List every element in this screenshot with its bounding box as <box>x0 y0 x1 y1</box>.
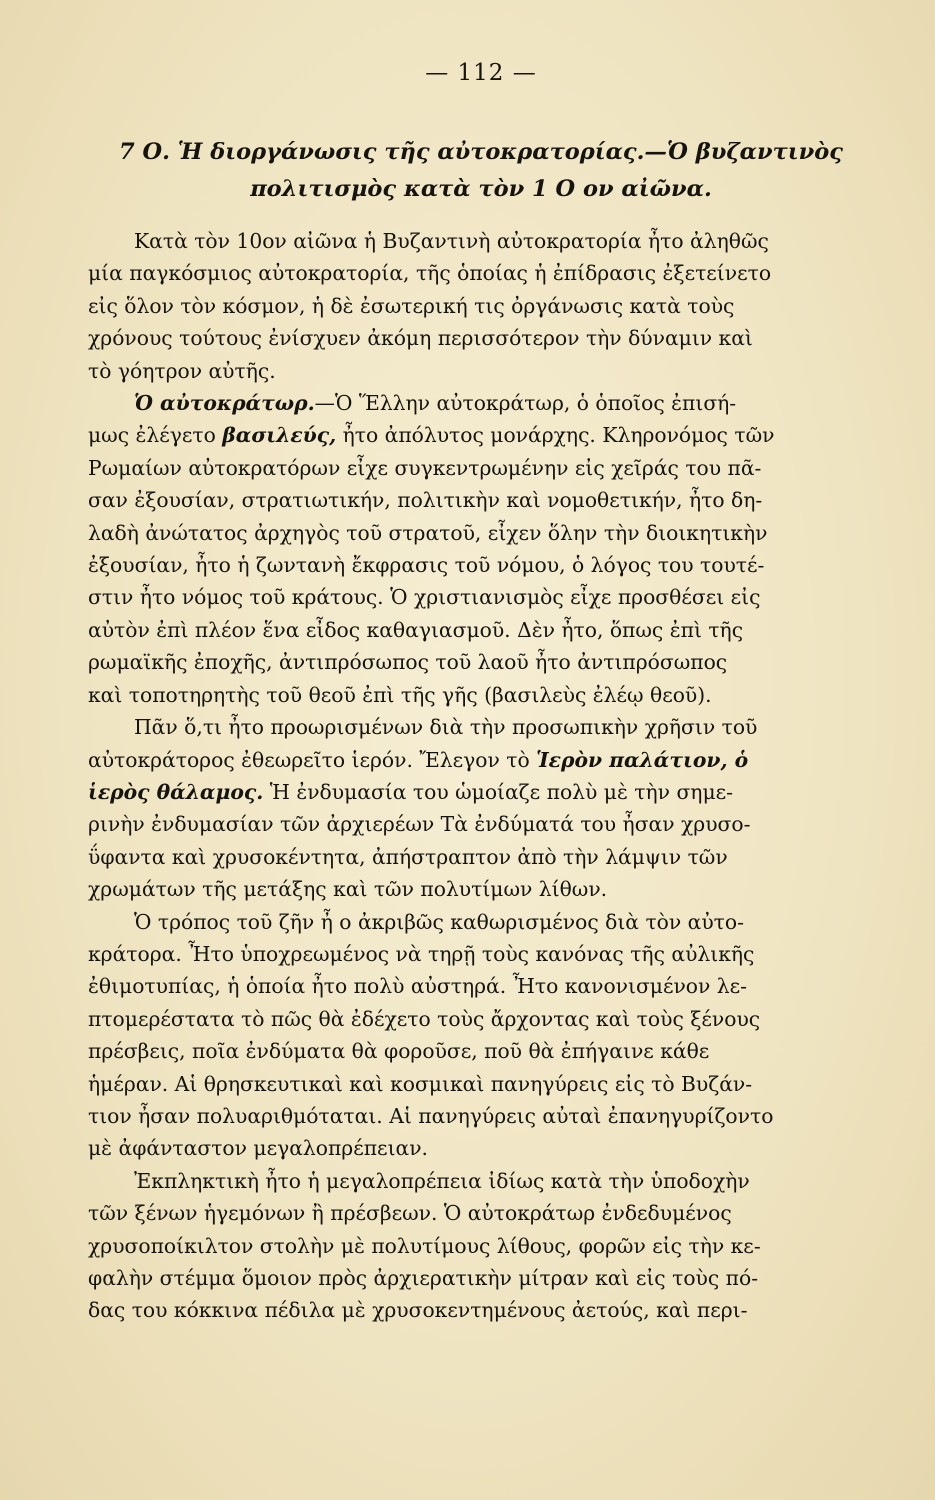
text-run: ἦτο ἀπόλυτος μονάρχης. Κληρονόμος τῶν <box>336 423 775 448</box>
text-line <box>88 744 874 776</box>
text-line <box>88 776 874 808</box>
text-line: καὶ τοποτηρητὴς τοῦ θεοῦ ἐπὶ τῆς γῆς (βασιλεὺς ἐλέῳ θεοῦ). <box>88 682 712 707</box>
text-line: Ὁ τρόπος τοῦ ζῆν ἦ ο ἀκριβῶς καθωρισμένος διὰ τὸν αὐτο- <box>134 909 744 934</box>
section-heading <box>88 134 874 208</box>
paragraph <box>88 711 874 905</box>
text-line: τιον ἦσαν πολυαριθμόταται. Αἱ πανηγύρεις αὐταὶ ἐπανηγυρίζοντο <box>88 1103 774 1128</box>
text-line: ἡμέραν. Αἱ θρησκευτικαὶ καὶ κοσμικαὶ πανηγύρεις εἰς τὸ Βυζάν- <box>88 1071 753 1096</box>
paragraph <box>88 1165 874 1327</box>
heading-line: 7 Ο. Ἡ διοργάνωσις τῆς αὐτοκρατορίας.—Ὁ βυζαντινὸς <box>119 139 843 165</box>
text-line: τὸ γόητρον αὐτῆς. <box>88 358 276 383</box>
text-run: μως ἐλέγετο <box>88 423 223 448</box>
text-line: Πᾶν ὅ,τι ἦτο προωρισμένων διὰ τὴν προσωπικὴν χρῆσιν τοῦ <box>134 715 758 740</box>
page-number: — 112 — <box>425 60 537 86</box>
text-run: —Ὁ Ἕλλην αὐτοκράτωρ, ὁ ὁποῖος ἐπισή- <box>314 391 737 416</box>
emphasis: βασιλεύς, <box>222 423 337 448</box>
text-line: λαδὴ ἀνώτατος ἀρχηγὸς τοῦ στρατοῦ, εἶχεν ὅλην τὴν διοικητικὴν <box>88 520 768 545</box>
text-line <box>88 387 874 419</box>
subheading-emphasis: Ὁ αὐτοκράτωρ. <box>134 391 315 416</box>
text-line: ΰφαντα καὶ χρυσοκέντητα, ἀπήστραπτον ἀπὸ τὴν λάμψιν τῶν <box>88 844 728 869</box>
text-line: χρωμάτων τῆς μετάξης καὶ τῶν πολυτίμων λίθων. <box>88 877 608 902</box>
text-run: αὐτοκράτορος ἐθεωρεῖτο ἱερόν. Ἔλεγον τὸ <box>88 747 537 772</box>
book-page <box>88 58 874 1478</box>
text-line: εἰς ὅλον τὸν κόσμον, ἡ δὲ ἐσωτερική τις ὀργάνωσις κατὰ τοὺς <box>88 293 735 318</box>
text-line <box>88 419 874 451</box>
text-line: μία παγκόσμιος αὐτοκρατορία, τῆς ὁποίας ἡ ἐπίδρασις ἐξετείνετο <box>88 261 772 286</box>
text-line: Κατὰ τὸν 10ον αἰῶνα ἡ Βυζαντινὴ αὐτοκρατορία ἦτο ἀληθῶς <box>134 229 769 253</box>
text-line: Ρωμαίων αὐτοκρατόρων εἶχε συγκεντρωμένην εἰς χεῖράς του πᾶ- <box>88 455 762 480</box>
text-line: αὐτὸν ἐπὶ πλέον ἕνα εἶδος καθαγιασμοῦ. Δὲν ἦτο, ὅπως ἐπὶ τῆς <box>88 617 744 642</box>
paragraph <box>88 906 874 1165</box>
paragraph <box>88 387 874 711</box>
text-line: χρυσοποίκιλτον στολὴν μὲ πολυτίμους λίθους, φορῶν εἰς τὴν κε- <box>88 1233 761 1258</box>
text-line: μὲ ἀφάνταστον μεγαλοπρέπειαν. <box>88 1136 428 1161</box>
paragraph <box>88 225 874 387</box>
text-line: χρόνους τούτους ἐνίσχυεν ἀκόμη περισσότερον τὴν δύναμιν καὶ <box>88 326 753 351</box>
text-line: φαλὴν στέμμα ὅμοιον πρὸς ἀρχιερατικὴν μίτραν καὶ εἰς τοὺς πό- <box>88 1266 759 1290</box>
text-line: ρωμαϊκῆς ἐποχῆς, ἀντιπρόσωπος τοῦ λαοῦ ἦτο ἀντιπρόσωπος <box>88 650 728 675</box>
text-line: ἐθιμοτυπίας, ἡ ὁποία ἦτο πολὺ αὐστηρά. Ἦτο κανονισμένον λε- <box>88 974 748 999</box>
text-line: στιν ἦτο νόμος τοῦ κράτους. Ὁ χριστιανισμὸς εἶχε προσθέσει εἰς <box>88 585 761 610</box>
heading-line: πολιτισμὸς κατὰ τὸν 1 Ο ον αἰῶνα. <box>250 176 712 202</box>
text-line: ρινὴν ἐνδυμασίαν τῶν ἀρχιερέων Τὰ ἐνδύματά του ἦσαν χρυσο- <box>88 812 751 837</box>
text-line: Ἐκπληκτικὴ ἦτο ἡ μεγαλοπρέπεια ἰδίως κατὰ τὴν ὑποδοχὴν <box>134 1168 750 1193</box>
text-line: τῶν ξένων ἡγεμόνων ἢ πρέσβεων. Ὁ αὐτοκράτωρ ἐνδεδυμένος <box>88 1201 732 1226</box>
emphasis: ἱερὸς θάλαμος. <box>88 779 264 804</box>
emphasis: Ἱερὸν παλάτιον, ὁ <box>536 747 749 772</box>
text-line: κράτορα. Ἦτο ὑποχρεωμένος νὰ τηρῇ τοὺς κανόνας τῆς αὐλικῆς <box>88 941 755 966</box>
text-line: πρέσβεις, ποῖα ἐνδύματα θὰ φοροῦσε, ποῦ θὰ ἐπήγαινε κάθε <box>88 1039 710 1064</box>
text-run: Ἡ ἐνδυμασία του ὡμοίαζε πολὺ μὲ τὴν σημε- <box>263 779 733 804</box>
text-line: πτομερέστατα τὸ πῶς θὰ ἐδέχετο τοὺς ἄρχοντας καὶ τοὺς ξένους <box>88 1006 761 1031</box>
text-line: ἐξουσίαν, ἦτο ἡ ζωντανὴ ἔκφρασις τοῦ νόμου, ὁ λόγος του τουτέ- <box>88 553 765 578</box>
text-line: σαν ἐξουσίαν, στρατιωτικήν, πολιτικὴν καὶ νομοθετικήν, ἦτο δη- <box>88 488 763 513</box>
text-line: δας του κόκκινα πέδιλα μὲ χρυσοκεντημένους ἀετούς, καὶ περι- <box>88 1298 748 1323</box>
